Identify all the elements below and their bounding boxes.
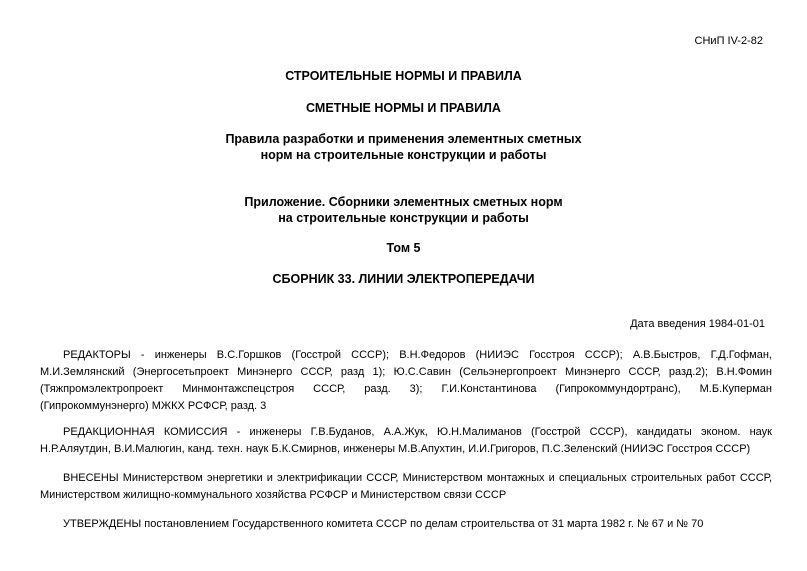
rules-title-line-1: Правила разработки и применения элементных сметных xyxy=(225,132,582,146)
rules-title-line-2: норм на строительные конструкции и работы xyxy=(260,148,547,162)
appendix-title-line-1: Приложение. Сборники элементных сметных норм xyxy=(244,195,563,209)
effective-date: Дата введения 1984-01-01 xyxy=(630,318,765,330)
main-title: СТРОИТЕЛЬНЫЕ НОРМЫ И ПРАВИЛА xyxy=(285,69,522,83)
editors-paragraph: РЕДАКТОРЫ - инженеры В.С.Горшков (Госстрой СССР); В.Н.Федоров (НИИЭС Госстроя СССР); А.В.Быстров, Г.Д.Гофман, М.И.Землянский (Энергосетьпроект Минэнерго СССР, разд 1); Ю.С.Савин (Сельэнергопроект Минэнерго СССР, разд.2); В.Н.Фомин (Тяжпромэлектропроект Минмонтажспецстроя СССР, разд. 3); Г.И.Константинова (Гипрокоммундортранс), М.Б.Куперман (Гипрокоммунэнерго) МЖКХ РСФСР, разд. 3 xyxy=(40,349,772,412)
submitted-paragraph: ВНЕСЕНЫ Министерством энергетики и электрификации СССР, Министерством монтажных и специальных строительных работ СССР, Министерством жилищно-коммунального хозяйства РСФСР и Министерством связи СССР xyxy=(40,472,772,501)
collection-title: СБОРНИК 33. ЛИНИИ ЭЛЕКТРОПЕРЕДАЧИ xyxy=(272,272,535,286)
commission-paragraph: РЕДАКЦИОННАЯ КОМИССИЯ - инженеры Г.В.Буданов, А.А.Жук, Ю.Н.Малиманов (Госстрой СССР), кандидаты эконом. наук Н.Р.Аляутдин, В.И.Малюгин, канд. техн. наук Б.К.Смирнов, инженеры М.В.Апухтин, И.И.Григоров, П.С.Зеленский (НИИЭС Госстроя СССР) xyxy=(40,426,772,455)
approved-paragraph: УТВЕРЖДЕНЫ постановлением Государственного комитета СССР по делам строительства от 31 марта 1982 г. № 67 и № 70 xyxy=(63,518,704,530)
volume-label: Том 5 xyxy=(386,241,421,255)
appendix-title xyxy=(0,194,807,226)
appendix-title-line-2: на строительные конструкции и работы xyxy=(278,211,529,225)
subtitle: СМЕТНЫЕ НОРМЫ И ПРАВИЛА xyxy=(306,101,501,115)
rules-title xyxy=(0,131,807,163)
document-code: СНиП IV-2-82 xyxy=(694,35,763,47)
